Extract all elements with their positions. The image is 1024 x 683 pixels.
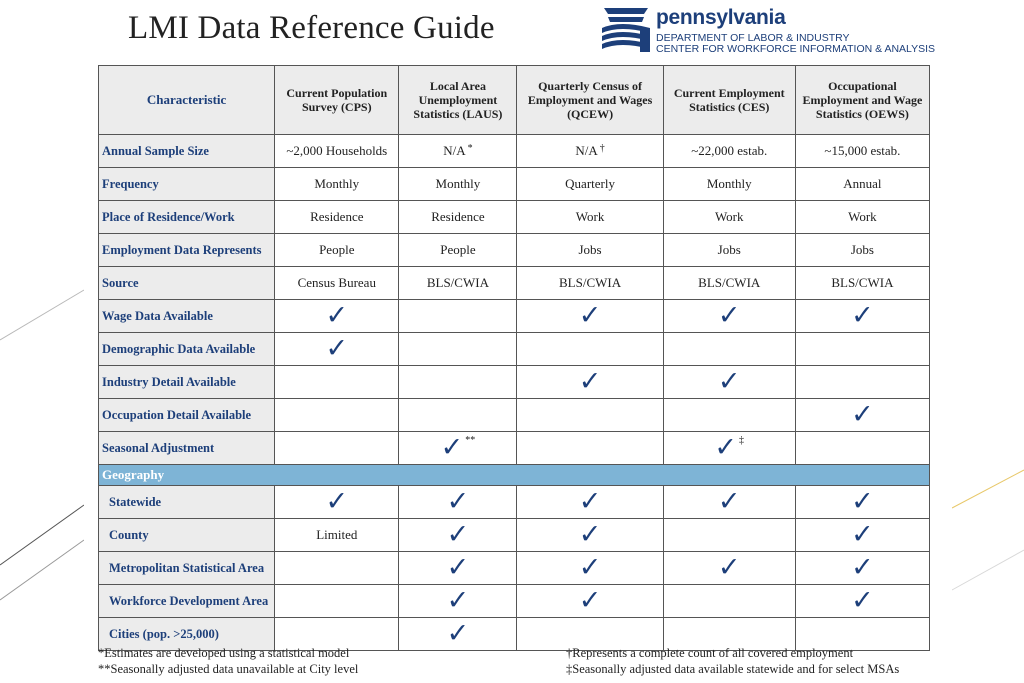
row-label: Industry Detail Available <box>99 366 275 399</box>
geography-section-row <box>99 465 930 486</box>
cell-qcew <box>517 300 663 333</box>
cell-laus <box>399 486 517 519</box>
logo-center: CENTER FOR WORKFORCE INFORMATION & ANALYSIS <box>656 43 936 55</box>
cell-oews: ~15,000 estab. <box>795 135 929 168</box>
cell-ces: Monthly <box>663 168 795 201</box>
cell-oews <box>795 585 929 618</box>
table-row-source <box>99 267 930 300</box>
cell-oews <box>795 432 929 465</box>
check-icon: ✓ <box>578 519 602 550</box>
check-icon: ✓ <box>717 366 741 397</box>
cell-ces <box>663 432 795 465</box>
row-label: Frequency <box>99 168 275 201</box>
check-icon: ✓ <box>446 618 470 649</box>
cell-ces <box>663 399 795 432</box>
cell-ces: Work <box>663 201 795 234</box>
cell-laus: People <box>399 234 517 267</box>
table-row-frequency <box>99 168 930 201</box>
reference-table <box>98 65 930 651</box>
row-label: Annual Sample Size <box>99 135 275 168</box>
cell-qcew <box>517 135 663 168</box>
cell-oews <box>795 399 929 432</box>
row-label: Workforce Development Area <box>99 585 275 618</box>
cell-ces: BLS/CWIA <box>663 267 795 300</box>
check-icon: ✓ <box>440 432 464 463</box>
cell-cps: Residence <box>275 201 399 234</box>
header-laus: Local Area Unemployment Statistics (LAUS) <box>399 66 517 135</box>
geography-heading: Geography <box>99 465 930 486</box>
cell-laus <box>399 135 517 168</box>
footnote-double-dagger: ‡Seasonally adjusted data available statewide and for select MSAs <box>566 662 900 676</box>
check-icon: ✓ <box>446 519 470 550</box>
cell-ces <box>663 552 795 585</box>
table-row-statewide <box>99 486 930 519</box>
cell-cps <box>275 333 399 366</box>
cell-oews <box>795 486 929 519</box>
cell-qcew: BLS/CWIA <box>517 267 663 300</box>
table-row-msa <box>99 552 930 585</box>
cell-ces <box>663 366 795 399</box>
cell-cps <box>275 399 399 432</box>
cell-laus <box>399 333 517 366</box>
cell-laus: Residence <box>399 201 517 234</box>
cell-qcew <box>517 333 663 366</box>
cell-laus <box>399 432 517 465</box>
logo-brand: pennsylvania <box>656 6 786 29</box>
cell-value: N/A <box>575 143 598 158</box>
footnote-marker: ** <box>465 435 476 446</box>
cell-laus <box>399 585 517 618</box>
cell-cps: ~2,000 Households <box>275 135 399 168</box>
cell-laus <box>399 366 517 399</box>
check-icon: ✓ <box>714 432 738 463</box>
row-label: Cities (pop. >25,000) <box>99 618 275 651</box>
keystone-flag-icon <box>600 6 652 54</box>
cell-cps: Monthly <box>275 168 399 201</box>
cell-cps <box>275 552 399 585</box>
cell-cps: People <box>275 234 399 267</box>
cell-oews <box>795 300 929 333</box>
check-icon: ✓ <box>717 552 741 583</box>
check-icon: ✓ <box>851 486 874 517</box>
check-icon: ✓ <box>446 486 470 517</box>
row-label: Occupation Detail Available <box>99 399 275 432</box>
cell-ces <box>663 519 795 552</box>
check-icon: ✓ <box>578 585 602 616</box>
footnote-double-star: **Seasonally adjusted data unavailable at City level <box>98 662 359 676</box>
row-label: Wage Data Available <box>99 300 275 333</box>
table-header-row <box>99 66 930 135</box>
check-icon: ✓ <box>578 300 602 331</box>
row-label: Employment Data Represents <box>99 234 275 267</box>
check-icon: ✓ <box>578 366 602 397</box>
page-title: LMI Data Reference Guide <box>128 10 495 46</box>
footnote-star: *Estimates are developed using a statistical model <box>98 646 350 660</box>
footnote-dagger: †Represents a complete count of all covered employment <box>566 646 854 660</box>
cell-cps: Census Bureau <box>275 267 399 300</box>
cell-oews: Annual <box>795 168 929 201</box>
row-label: Demographic Data Available <box>99 333 275 366</box>
cell-laus <box>399 399 517 432</box>
cell-qcew <box>517 486 663 519</box>
cell-oews: BLS/CWIA <box>795 267 929 300</box>
cell-cps <box>275 486 399 519</box>
table-row-place <box>99 201 930 234</box>
header-oews: Occupational Employment and Wage Statistics (OEWS) <box>795 66 929 135</box>
cell-cps <box>275 300 399 333</box>
check-icon: ✓ <box>851 552 874 583</box>
cell-cps <box>275 432 399 465</box>
check-icon: ✓ <box>717 486 741 517</box>
table-row-employment <box>99 234 930 267</box>
cell-qcew <box>517 552 663 585</box>
cell-laus <box>399 300 517 333</box>
check-icon: ✓ <box>446 585 470 616</box>
cell-ces: Jobs <box>663 234 795 267</box>
cell-cps: Limited <box>275 519 399 552</box>
row-label: Metropolitan Statistical Area <box>99 552 275 585</box>
cell-cps <box>275 585 399 618</box>
cell-qcew: Jobs <box>517 234 663 267</box>
pennsylvania-logo <box>600 6 936 58</box>
cell-ces <box>663 585 795 618</box>
check-icon: ✓ <box>851 585 874 616</box>
cell-oews: Jobs <box>795 234 929 267</box>
cell-qcew <box>517 399 663 432</box>
row-label: Place of Residence/Work <box>99 201 275 234</box>
row-label: Statewide <box>99 486 275 519</box>
row-label: Seasonal Adjustment <box>99 432 275 465</box>
row-label: Source <box>99 267 275 300</box>
cell-laus <box>399 618 517 651</box>
check-icon: ✓ <box>851 300 874 331</box>
table-row-annual-sample-size <box>99 135 930 168</box>
cell-qcew <box>517 585 663 618</box>
check-icon: ✓ <box>717 300 741 331</box>
cell-laus <box>399 552 517 585</box>
header-ces: Current Employment Statistics (CES) <box>663 66 795 135</box>
cell-qcew <box>517 519 663 552</box>
check-icon: ✓ <box>851 399 874 430</box>
header-characteristic: Characteristic <box>99 66 275 135</box>
cell-ces <box>663 486 795 519</box>
table-row-wda <box>99 585 930 618</box>
cell-ces: ~22,000 estab. <box>663 135 795 168</box>
footnote-marker: * <box>467 143 473 154</box>
logo-department: DEPARTMENT OF LABOR & INDUSTRY <box>656 32 850 44</box>
check-icon: ✓ <box>325 333 349 364</box>
cell-qcew: Work <box>517 201 663 234</box>
cell-laus: BLS/CWIA <box>399 267 517 300</box>
table-row-wage <box>99 300 930 333</box>
cell-oews <box>795 333 929 366</box>
cell-oews <box>795 519 929 552</box>
cell-oews <box>795 366 929 399</box>
check-icon: ✓ <box>325 300 349 331</box>
cell-value: N/A <box>443 143 466 158</box>
cell-ces <box>663 300 795 333</box>
table-row-occupation <box>99 399 930 432</box>
row-label: County <box>99 519 275 552</box>
cell-cps <box>275 366 399 399</box>
check-icon: ✓ <box>578 552 602 583</box>
table-row-demographic <box>99 333 930 366</box>
check-icon: ✓ <box>325 486 349 517</box>
check-icon: ✓ <box>446 552 470 583</box>
cell-laus: Monthly <box>399 168 517 201</box>
cell-laus <box>399 519 517 552</box>
header-cps: Current Population Survey (CPS) <box>275 66 399 135</box>
cell-ces <box>663 333 795 366</box>
header-qcew: Quarterly Census of Employment and Wages (QCEW) <box>517 66 663 135</box>
table-row-seasonal <box>99 432 930 465</box>
cell-qcew <box>517 366 663 399</box>
table-row-county <box>99 519 930 552</box>
cell-qcew <box>517 432 663 465</box>
table-row-industry <box>99 366 930 399</box>
check-icon: ✓ <box>578 486 602 517</box>
cell-oews <box>795 552 929 585</box>
footnote-marker: † <box>599 143 605 154</box>
cell-qcew: Quarterly <box>517 168 663 201</box>
footnote-marker: ‡ <box>739 435 745 446</box>
cell-oews: Work <box>795 201 929 234</box>
check-icon: ✓ <box>851 519 874 550</box>
